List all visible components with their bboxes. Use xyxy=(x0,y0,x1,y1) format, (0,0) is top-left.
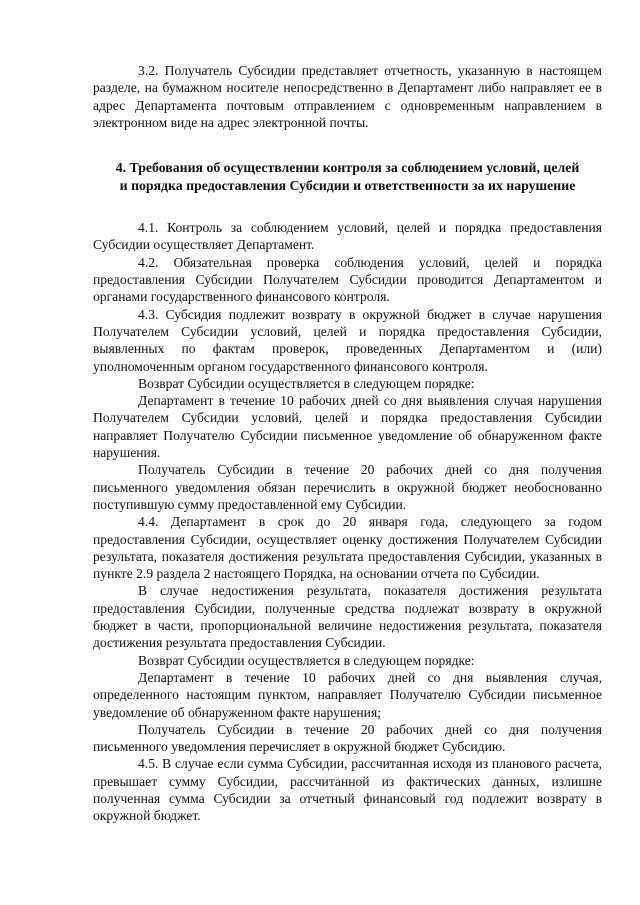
spacer xyxy=(93,131,602,159)
section-heading-line-1: 4. Требования об осуществлении контроля за соблюдением условий, целей xyxy=(115,160,580,176)
paragraph-return-order-2: Возврат Субсидии осуществляется в следующем порядке: xyxy=(138,652,475,668)
paragraph-4-2: 4.2. Обязательная проверка соблюдения условий, целей и порядка предоставления Субсидии Получателем Субсидии проводится Департаментом и органами государственного финансового контроля. xyxy=(93,254,602,305)
paragraph-recipient-transfer: Получатель Субсидии в течение 20 рабочих дней со дня получения письменного уведомления обязан перечислить в окружной бюджет необоснованно поступившую сумму предоставленной ему Субсидии. xyxy=(93,462,602,512)
section-body xyxy=(93,219,602,824)
paragraph-department-notice: Департамент в течение 10 рабочих дней со дня выявления случая нарушения Получателем Субсидии условий, целей и порядка предоставления Субсидии направляет Получателю Субсидии письменное уведомление об обнаруженном факте нарушения. xyxy=(93,393,602,461)
paragraph-non-achievement: В случае недостижения результата, показателя достижения результата предоставления Субсидии, полученные средства подлежат возврату в окружной бюджет в части, пропорциональной величине недостижения результата, показателя достижения результата предоставления Субсидии. xyxy=(93,583,602,651)
paragraph-3-2: 3.2. Получатель Субсидии представляет отчетность, указанную в настоящем разделе, на бумажном носителе непосредственно в Департамент либо направляет ее в адрес Департамента почтовым отправлением с одновременным направлением в электронном виде на адрес электронной почты. xyxy=(93,63,602,130)
paragraph-department-notice-2: Департамент в течение 10 рабочих дней со дня выявления случая, определенного настоящим пунктом, направляет Получателю Субсидии письменное уведомление об обнаруженном факте нарушения; xyxy=(93,669,602,720)
section-heading xyxy=(93,159,602,195)
spacer xyxy=(93,195,602,219)
paragraph-4-4: 4.4. Департамент в срок до 20 января года, следующего за годом предоставления Субсидии, осуществляет оценку достижения Получателем Субсидии результата, показателя достижения результата предоставления Субсидии, указанных в пункте 2.9 раздела 2 настоящего Порядка, на основании отчета по Субсидии. xyxy=(93,514,602,582)
paragraph-recipient-transfer-2: Получатель Субсидии в течение 20 рабочих дней со дня получения письменного уведомления перечисляет в окружной бюджет Субсидию. xyxy=(93,721,602,755)
paragraph-4-1: 4.1. Контроль за соблюдением условий, целей и порядка предоставления Субсидии осуществляет Департамент. xyxy=(93,220,602,253)
paragraph-4-5: 4.5. В случае если сумма Субсидии, рассчитанная исходя из планового расчета, превышает сумму Субсидии, рассчитанной из фактических данных, излишне полученная сумма Субсидии за отчетный финансовый год подлежит возврату в окружной бюджет. xyxy=(93,756,602,824)
paragraph-return-order: Возврат Субсидии осуществляется в следующем порядке: xyxy=(138,375,475,391)
section-heading-line-2: и порядка предоставления Субсидии и ответственности за их нарушение xyxy=(119,178,576,194)
paragraph-4-3: 4.3. Субсидия подлежит возврату в окружной бюджет в случае нарушения Получателем Субсидии условий, целей и порядка предоставления Субсидии, выявленных по фактам проверок, проведенных Департаментом и (или) уполномоченным органом государственного финансового контроля. xyxy=(93,306,602,374)
